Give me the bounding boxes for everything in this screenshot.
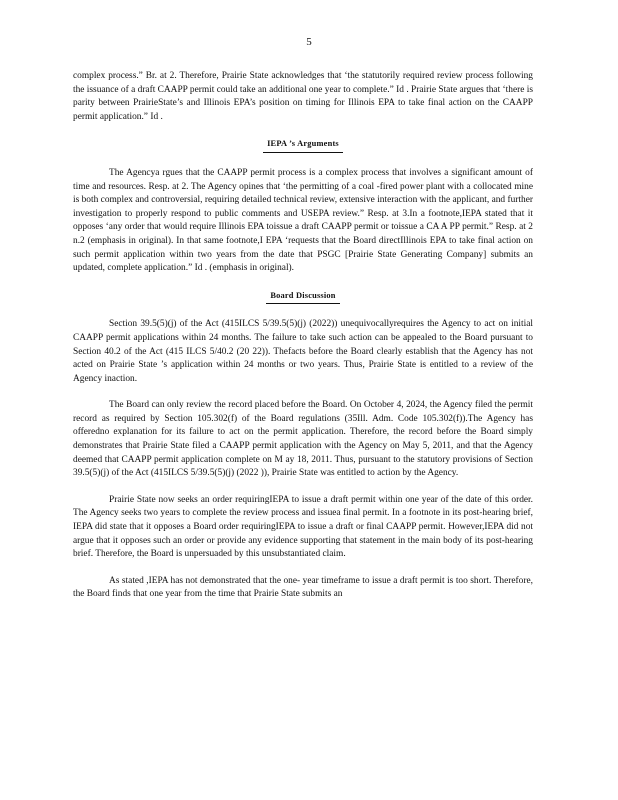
- heading-text: Board Discussion: [266, 289, 339, 305]
- paragraph-agency-argues: The Agencya rgues that the CAAPP permit process is a complex process that involves a significant amount of time and resources. Resp. at 2. The Agency opines that ‘the permitting of a coal -fired power plant with a collocated mine is both complex and controversial, requiring detailed technical review, extensive interaction with the applicant, and further investigation to properly respond to public comments and USEPA review.” Resp. at 3.In a footnote,IEPA stated that it opposes ‘any order that would require Illinois EPA toissue a draft CAAPP permit or toissue a CA A PP permit.” Resp. at 2 n.2 (emphasis in original). In that same footnote,I EPA ‘requests that the Board directIllinois EPA to take final action on such permit application within two years from the date that PSGC [Prairie State Generating Company] submits an updated, complete application.” Id . (emphasis in original).: [73, 167, 533, 274]
- section-heading-board-discussion: [73, 289, 533, 305]
- paragraph-section-39: Section 39.5(5)(j) of the Act (415ILCS 5/39.5(5)(j) (2022)) unequivocallyrequires the Agency to act on initial CAAPP permit applications within 24 months. The failure to take such action can be appealed to the Board pursuant to Section 40.2 of the Act (415 ILCS 5/40.2 (20 22)). Thefacts before the Board clearly establish that the Agency has not acted on Prairie State ’s application within 24 months or two years. Thus, Prairie State is entitled to a review of the Agency inaction.: [73, 319, 533, 384]
- document-body: [73, 70, 533, 615]
- paragraph-board-review: The Board can only review the record placed before the Board. On October 4, 2024, the Agency filed the permit record as required by Section 105.302(f) of the Board regulations (35Ill. Adm. Code 105.302(f)).The Agency has offeredno explanation for its failure to act on the permit application. Therefore, the record before the Board simply demonstrates that Prairie State filed a CAAPP permit application with the Agency on May 5, 2011, and that the Agency deemed that CAAPP permit application complete on M ay 18, 2011. Thus, pursuant to the statutory provisions of Section 39.5(5)(j) of the Act (415ILCS 5/39.5(5)(j) (2022 )), Prairie State was entitled to action by the Agency.: [73, 400, 533, 479]
- page-number: 5: [306, 36, 312, 48]
- section-heading-iepa-arguments: [73, 137, 533, 153]
- paragraph-as-stated: As stated ,IEPA has not demonstrated that the one- year timeframe to issue a draft permit is too short. Therefore, the Board finds that one year from the time that Prairie State submits an: [73, 575, 533, 600]
- paragraph-prairie-state-seeks: Prairie State now seeks an order requiringIEPA to issue a draft permit within one year of the date of this order. The Agency seeks two years to complete the review process and issuea final permit. In a footnote in its post-hearing brief, IEPA did state that it opposes a Board order requiringIEPA to issue a draft or final CAAPP permit. However,IEPA did not argue that it opposes such an order or provide any evidence supporting that statement in the main body of its post-hearing brief. Therefore, the Board is unpersuaded by this unsubstantiated claim.: [73, 494, 533, 560]
- heading-text: IEPA ’s Arguments: [263, 137, 343, 153]
- paragraph-continued: complex process.” Br. at 2. Therefore, Prairie State acknowledges that ‘the statutorily required review process following the issuance of a draft CAAPP permit could take an additional one year to complete.” Id . Prairie State argues that ‘there is parity between PrairieState’s and Illinois EPA’s position on timing for Illinois EPA to take final action on the CAAPP permit application.” Id .: [73, 71, 533, 122]
